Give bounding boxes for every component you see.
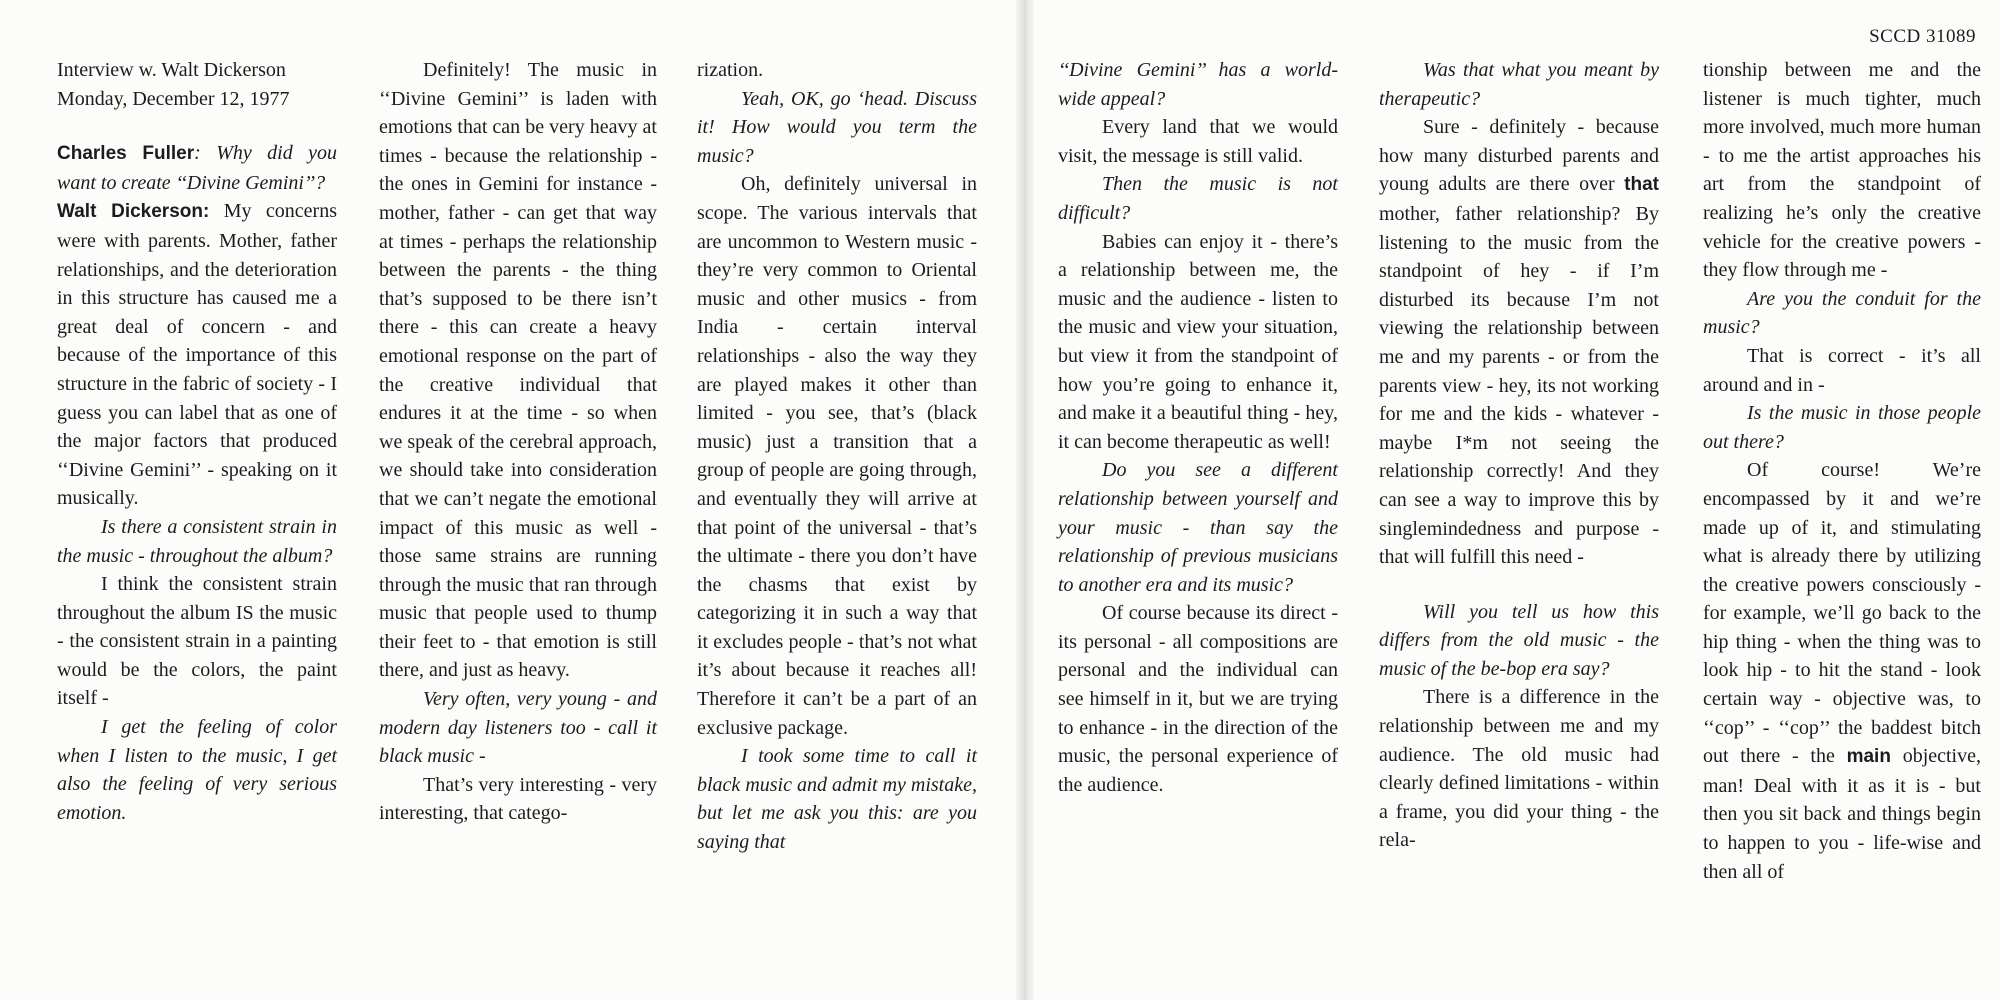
answer-paragraph: Every land that we would visit, the message is still valid. [1058, 116, 1338, 167]
text-column-4 [1058, 56, 1338, 799]
answer-text: mother, father relationship? By listening to the music from the standpoint of hey - if I’m disturbed its because I’m not viewing the relationship between me and my parents - or from the parents view - hey, its not working for me and the kids - whatever - maybe I*m not seeing the relationship correctly! And they can see a way to improve this by singlemindedness and purpose - that will fulfill this need - [1379, 202, 1659, 569]
question-paragraph: Are you the conduit for the music? [1703, 287, 1981, 339]
answer-paragraph [57, 197, 337, 513]
text-column-5 [1379, 56, 1659, 855]
answer-paragraph: tionship between me and the listener is much tighter, much more involved, much more human - to me the artist approaches his art from the standpoint of realizing he’s only the creative vehicle for the creative powers - they flow through me - [1703, 59, 1981, 282]
text-column-2 [379, 56, 657, 828]
answer-text: My concerns were with parents. Mother, father relationships, and the deterioration in this structure has caused me a great deal of concern - and because of the importance of this structure in the fabric of society - I guess you can label that as one of the major factors that produced ‘‘Divine Gemini’’ - speaking on it musically. [57, 200, 338, 510]
question-paragraph: ‘‘Divine Gemini’’ has a world-wide appeal? [1058, 59, 1338, 110]
text-column-6 [1703, 56, 1981, 886]
question-text: : Why did you want to create ‘‘Divine Gemini’’? [57, 142, 337, 194]
question-paragraph: I get the feeling of color when I listen to the music, I get also the feeling of very serious emotion. [57, 716, 337, 824]
speaker-name: Walt Dickerson: [57, 201, 210, 223]
interview-header [57, 56, 337, 113]
question-paragraph: Is the music in those people out there? [1703, 402, 1981, 453]
speaker-name: Charles Fuller [57, 143, 195, 165]
answer-paragraph: rization. [697, 59, 764, 81]
booklet-fold [1016, 0, 1034, 1000]
answer-paragraph: I think the consistent strain throughout the album IS the music - the consistent strain in a painting would be the colors, the paint itself - [57, 573, 337, 710]
answer-text: Sure - definitely - because how many disturbed parents and young adults are there over [1379, 116, 1659, 196]
answer-paragraph: That is correct - it’s all around and in - [1703, 344, 1981, 396]
answer-paragraph: There is a difference in the relationship between me and my audience. The old music had clearly defined limitations - within a frame, you did your thing - the rela- [1379, 686, 1659, 852]
interview-title: Interview w. Walt Dickerson [57, 59, 286, 81]
answer-paragraph: That’s very interesting - very interesting, that catego- [379, 773, 657, 825]
text-column-3 [697, 56, 977, 857]
question-paragraph: Very often, very young - and modern day listeners too - call it black music - [379, 688, 657, 768]
answer-paragraph: Definitely! The music in ‘‘Divine Gemini’’ is laden with emotions that can be very heavy at times - because the relationship - the ones in Gemini for instance - mother, father - can get that way at times - perhaps the relationship between the parents - the thing that’s supposed to be there isn’t there - this can create a heavy emotional response on the part of the creative individual that endures it at the time - so when we speak of the cerebral approach, we should take into consideration that we can’t negate the emotional impact of this music as well - those same strains are running through the music that ran through music that people used to thump their feet to - that emotion is still there, and just as heavy. [379, 59, 657, 682]
answer-paragraph: Oh, definitely universal in scope. The various intervals that are uncommon to Western music - they’re very common to Oriental music and other musics - from India - certain interval relationships - also the way they are played makes it other than limited - you see, that’s (black music) just a transition that a group of people are going through, and eventually they will arrive at that point of the universal - that’s the ultimate - there you don’t have the chasms that exist by categorizing it in such a way that it excludes people - that’s not what it’s about because it reaches all! Therefore it can’t be a part of an exclusive package. [697, 173, 977, 739]
answer-text: objective, man! Deal with it as it is - but then you sit back and things begin to happen to you - life-wise and then all of [1703, 745, 1981, 883]
question-paragraph: Do you see a different relationship between yourself and your music - than say the relationship of previous musicians to another era and its music? [1058, 459, 1338, 596]
answer-paragraph: Babies can enjoy it - there’s a relationship between me, the music and the audience - listen to the music and view your situation, but view it from the standpoint of how you’re going to enhance it, and make it a beautiful thing - hey, it can become therapeutic as well! [1058, 230, 1338, 453]
text-column-1 [57, 56, 337, 827]
question-paragraph: Will you tell us how this differs from the old music - the music of the be-bop era say? [1379, 600, 1659, 680]
interview-date: Monday, December 12, 1977 [57, 87, 290, 110]
question-paragraph: Then the music is not difficult? [1058, 173, 1338, 224]
answer-text: Of course! We’re encompassed by it and we’re made up of it, and stimulating what is already there by utilizing the creative powers consciously - for example, we’ll go back to the hip thing - when the thing was to look hip - to hit the stand - look certain way - objective was, to ‘‘cop’’ - ‘‘cop’’ the baddest bitch out there - the [1703, 459, 1981, 768]
question-paragraph: I took some time to call it black music and admit my mistake, but let me ask you this: are you saying that [697, 745, 977, 854]
emphasis-word: main [1846, 746, 1891, 768]
question-paragraph: Yeah, OK, go ‘head. Discuss it! How would you term the music? [697, 87, 977, 167]
question-paragraph: Was that what you meant by therapeutic? [1379, 59, 1659, 110]
emphasis-word: that [1624, 174, 1659, 196]
question-paragraph: Is there a consistent strain in the music - throughout the album? [57, 515, 337, 567]
answer-paragraph [1703, 456, 1981, 886]
spacer [57, 113, 337, 139]
catalog-number: SCCD 31089 [1869, 26, 1976, 47]
answer-paragraph [1379, 113, 1659, 572]
answer-paragraph: Of course because its direct - its personal - all compositions are personal and the individual can see himself in it, but we are trying to enhance - in the direction of the music, the personal experience of the audience. [1058, 602, 1338, 796]
question-paragraph [57, 139, 337, 197]
spacer [1379, 572, 1659, 598]
